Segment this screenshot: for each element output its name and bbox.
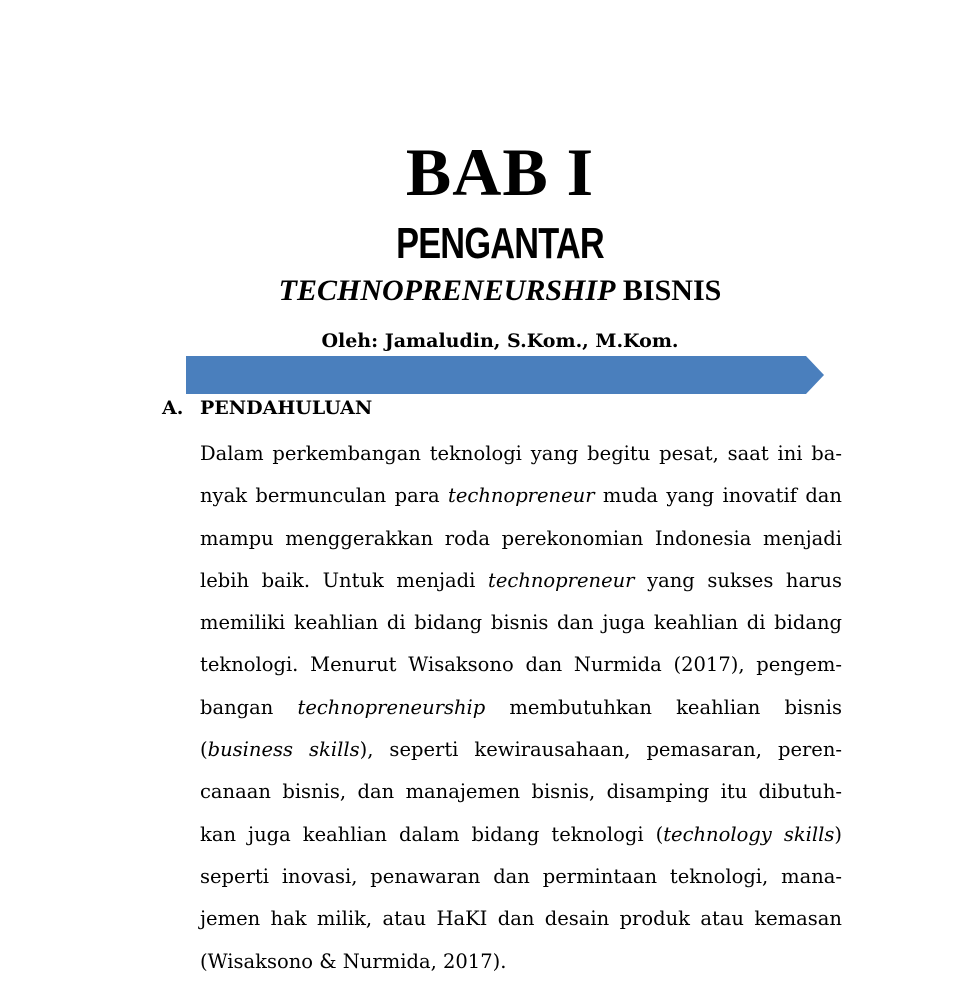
text-run: canaan bisnis, dan manajemen bisnis, disamping itu dibutuh- bbox=[200, 780, 842, 804]
paragraph-line bbox=[200, 814, 842, 856]
italic-term: technopreneurship bbox=[297, 695, 486, 719]
chapter-title: PENGANTAR bbox=[396, 219, 604, 268]
text-run: ( bbox=[200, 738, 208, 762]
paragraph-line bbox=[200, 433, 842, 475]
text-run: memiliki keahlian di bidang bisnis dan juga keahlian di bidang bbox=[200, 611, 842, 635]
body-paragraph bbox=[200, 433, 842, 983]
text-run: yang sukses harus bbox=[634, 568, 842, 592]
paragraph-line bbox=[200, 687, 842, 729]
text-run: (Wisaksono & Nurmida, 2017). bbox=[200, 949, 507, 973]
text-run: Dalam perkembangan teknologi yang begitu pesat, saat ini ba- bbox=[200, 442, 842, 465]
chapter-subtitle bbox=[0, 272, 980, 310]
paragraph-line bbox=[200, 560, 842, 602]
section-number: A. bbox=[162, 397, 184, 419]
text-run: mampu menggerakkan roda perekonomian Indonesia menjadi bbox=[200, 526, 842, 550]
paragraph-line bbox=[200, 518, 842, 560]
text-run: muda yang inovatif dan bbox=[594, 484, 842, 508]
text-run: teknologi. Menurut Wisaksono dan Nurmida (2017), pengem- bbox=[200, 653, 842, 677]
paragraph-line bbox=[200, 941, 842, 983]
italic-term: technopreneur bbox=[488, 568, 635, 592]
text-run: bangan bbox=[200, 695, 298, 719]
paragraph-line bbox=[200, 644, 842, 686]
paragraph-line bbox=[200, 475, 842, 517]
paragraph-line bbox=[200, 898, 842, 940]
author-line: Oleh: Jamaludin, S.Kom., M.Kom. bbox=[321, 330, 679, 352]
paragraph-line bbox=[200, 856, 842, 898]
arrow-banner bbox=[186, 356, 826, 394]
italic-term: technopreneur bbox=[448, 484, 595, 508]
paragraph-line bbox=[200, 729, 842, 771]
arrow-banner-shape bbox=[186, 356, 824, 394]
paragraph-line bbox=[200, 771, 842, 813]
section-heading bbox=[162, 394, 372, 422]
text-run: ), seperti kewirausahaan, pemasaran, peren- bbox=[359, 738, 842, 762]
section-title: PENDAHULUAN bbox=[200, 397, 373, 419]
text-run: ) bbox=[834, 822, 842, 846]
text-run: nyak bermunculan para bbox=[200, 484, 449, 508]
text-run: kan juga keahlian dalam bidang teknologi ( bbox=[200, 822, 664, 846]
text-run: membutuhkan keahlian bisnis bbox=[485, 695, 842, 719]
italic-term: technology skills bbox=[663, 822, 835, 846]
text-run: seperti inovasi, penawaran dan permintaan teknologi, mana- bbox=[200, 864, 842, 888]
italic-term: business skills bbox=[207, 738, 360, 762]
text-run: jemen hak milik, atau HaKI dan desain produk atau kemasan bbox=[200, 907, 842, 931]
chapter-subtitle-rest: BISNIS bbox=[615, 274, 722, 307]
text-run: lebih baik. Untuk menjadi bbox=[200, 568, 489, 592]
chapter-subtitle-italic: TECHNOPRENEURSHIP bbox=[278, 274, 616, 307]
paragraph-line bbox=[200, 602, 842, 644]
chapter-label: BAB I bbox=[405, 134, 595, 210]
